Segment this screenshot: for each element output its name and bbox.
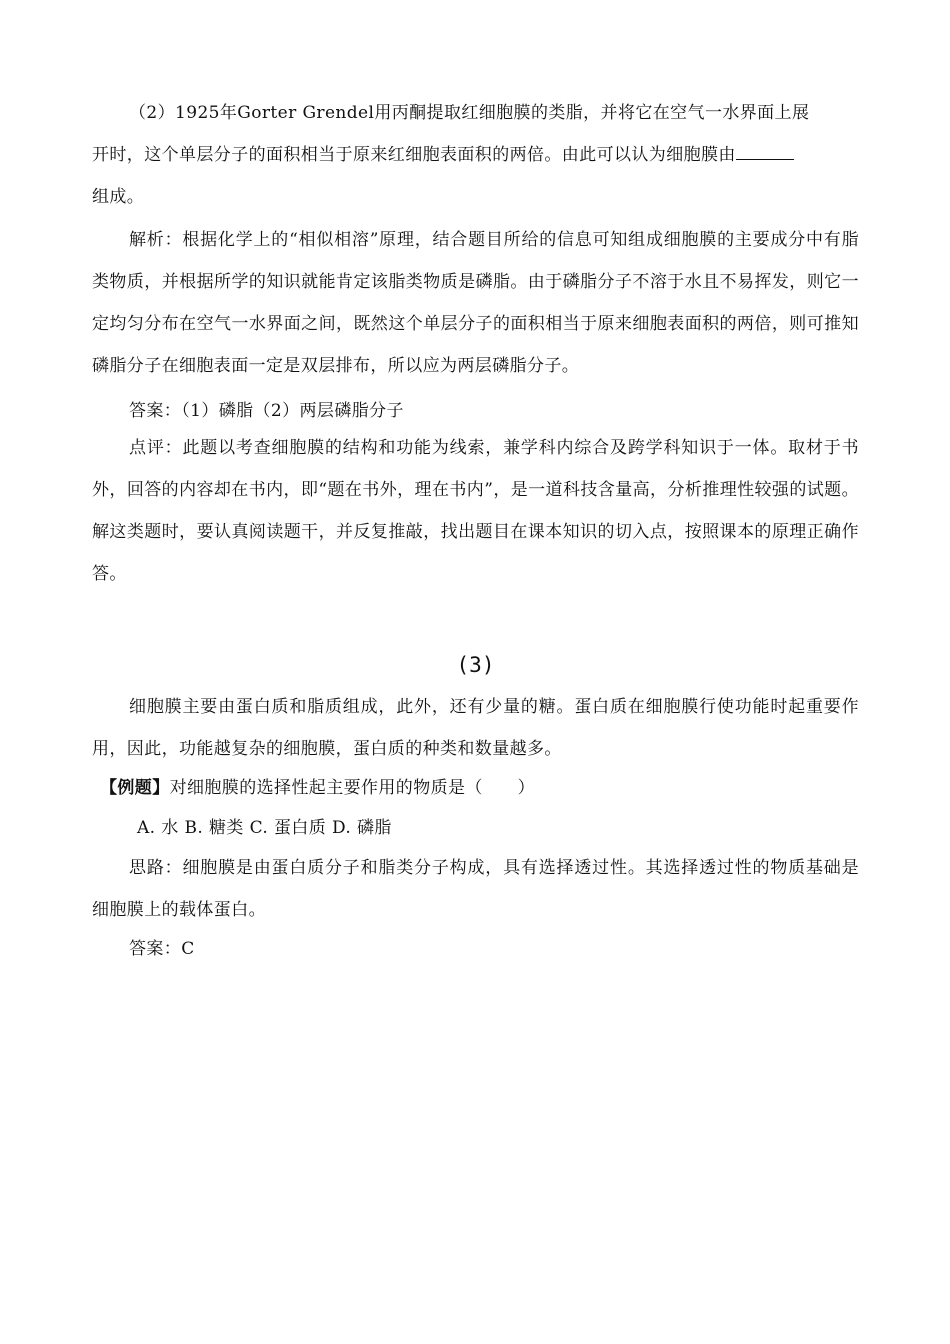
answer-1 bbox=[92, 390, 859, 432]
answer-blank bbox=[736, 141, 794, 160]
example-options-text: A. 水 B. 糖类 C. 蛋白质 D. 磷脂 bbox=[137, 818, 392, 838]
question-2-line-2-text: 开时，这个单层分子的面积相当于原来红细胞表面积的两倍。由此可以认为细胞膜由 bbox=[92, 145, 736, 165]
analysis-paragraph bbox=[92, 219, 859, 387]
analysis-text: 解析：根据化学上的“相似相溶”原理，结合题目所给的信息可知组成细胞膜的主要成分中有脂类物质，并根据所学的知识就能肯定该脂类物质是磷脂。由于磷脂分子不溶于水且不易挥发，则它一定均匀分布在空气一水界面之间，既然这个单层分子的面积相当于原来细胞表面积的两倍，则可推知磷脂分子在细胞表面一定是双层排布，所以应为两层磷脂分子。 bbox=[92, 230, 859, 376]
example-question-line bbox=[100, 767, 859, 809]
question-2-line-1: （2）1925年Gorter Grendel用丙酮提取红细胞膜的类脂，并将它在空气一水界面上展 bbox=[129, 103, 810, 123]
reasoning-paragraph bbox=[92, 847, 859, 931]
example-question-text: 对细胞膜的选择性起主要作用的物质是（ ） bbox=[169, 778, 536, 798]
question-2 bbox=[92, 92, 859, 218]
answer-2 bbox=[92, 928, 859, 970]
example-question bbox=[100, 767, 859, 809]
example-tag: 【例题】 bbox=[100, 778, 170, 798]
comment-paragraph bbox=[92, 427, 859, 595]
comment-text: 点评：此题以考查细胞膜的结构和功能为线索，兼学科内综合及跨学科知识于一体。取材于书外，回答的内容却在书内，即“题在书外，理在书内”，是一道科技含量高，分析推理性较强的试题。解这类题时，要认真阅读题干，并反复推敲，找出题目在课本知识的切入点，按照课本的原理正确作答。 bbox=[92, 438, 859, 584]
section-number: (3) bbox=[456, 653, 495, 677]
example-options bbox=[137, 807, 859, 849]
question-2-line-2 bbox=[92, 134, 859, 176]
section-3-intro-text: 细胞膜主要由蛋白质和脂质组成，此外，还有少量的糖。蛋白质在细胞膜行使功能时起重要作用，因此，功能越复杂的细胞膜，蛋白质的种类和数量越多。 bbox=[92, 697, 859, 759]
answer-1-text: 答案：（1）磷脂（2）两层磷脂分子 bbox=[129, 401, 404, 421]
answer-2-text: 答案：C bbox=[129, 939, 195, 959]
section-3-intro bbox=[92, 686, 859, 770]
question-2-line-3: 组成。 bbox=[92, 187, 145, 207]
reasoning-text: 思路：细胞膜是由蛋白质分子和脂类分子构成，具有选择透过性。其选择透过性的物质基础是细胞膜上的载体蛋白。 bbox=[92, 858, 859, 920]
